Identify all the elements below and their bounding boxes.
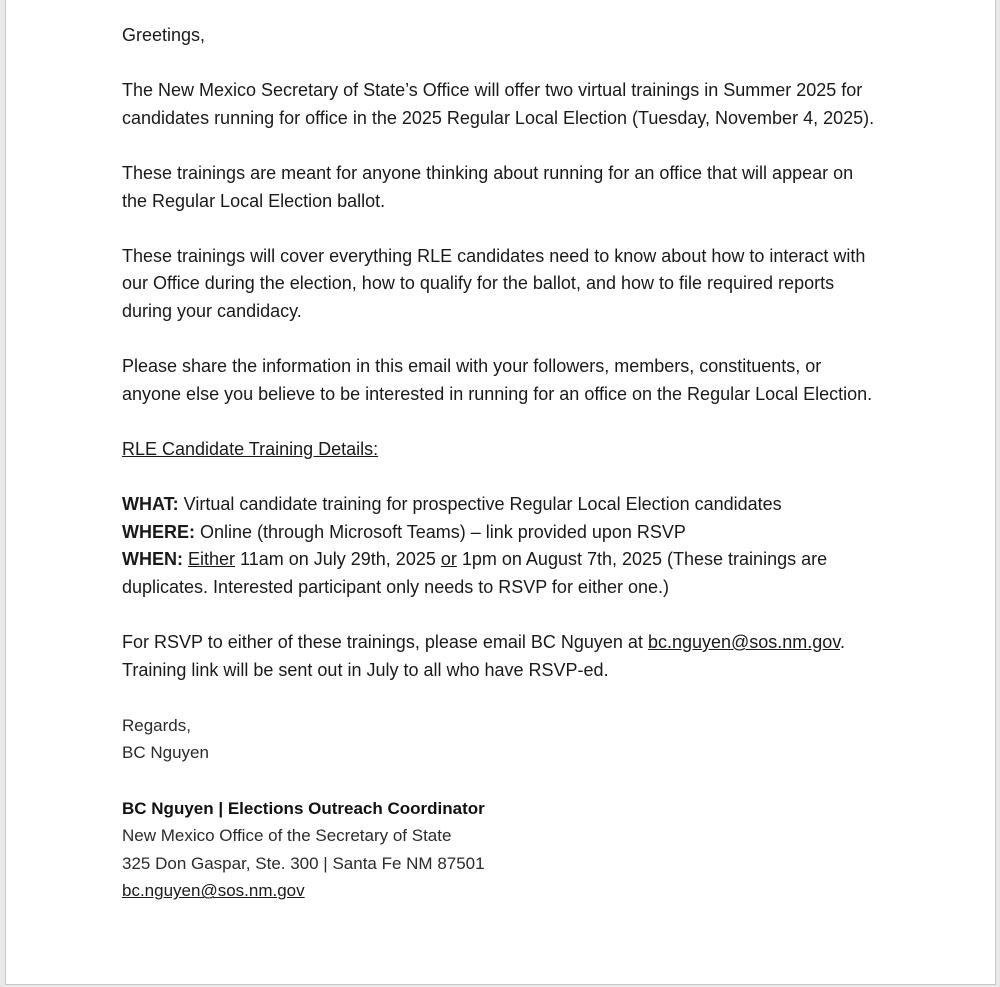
what-text: Virtual candidate training for prospective Regular Local Election candidates [178, 494, 782, 515]
paragraph-share: Please share the information in this email with your followers, members, constituents, or anyone else you believe to be interested in running for an office on the Regular Local Election. [122, 356, 873, 404]
details-heading: RLE Candidate Training Details: [122, 438, 379, 459]
signature-office: New Mexico Office of the Secretary of State [122, 826, 452, 846]
signature-block [122, 712, 882, 905]
document-page [5, 0, 996, 985]
when-label: WHEN: [122, 549, 183, 570]
where-text: Online (through Microsoft Teams) – link provided upon RSVP [195, 521, 686, 542]
rsvp-email-link[interactable]: bc.nguyen@sos.nm.gov [647, 632, 840, 653]
when-or: or [440, 549, 457, 570]
when-part2: 1pm on August 7th, 2025 (These trainings are duplicates. Interested participant only needs to RSVP for either one.) [122, 549, 828, 597]
closing-block [122, 712, 882, 767]
email-body [122, 22, 882, 905]
what-label: WHAT: [122, 494, 179, 515]
where-line [122, 522, 686, 542]
rsvp-end: . [839, 632, 845, 653]
where-label: WHERE: [122, 521, 195, 542]
when-line [122, 549, 827, 597]
what-line [122, 494, 782, 514]
greeting: Greetings, [122, 25, 206, 45]
closing: Regards, [122, 715, 191, 735]
rsvp-line2: Training link will be sent out in July to all who have RSVP-ed. [122, 659, 609, 680]
signature-title: BC Nguyen | Elections Outreach Coordinator [122, 798, 485, 818]
signature-email-link[interactable]: bc.nguyen@sos.nm.gov [122, 881, 305, 901]
paragraph-audience: These trainings are meant for anyone thinking about running for an office that will appear on the Regular Local Election ballot. [122, 162, 854, 211]
signature-details [122, 795, 882, 905]
paragraph-coverage: These trainings will cover everything RLE candidates need to know about how to interact with our Office during the election, how to qualify for the ballot, and how to file required reports during your candidacy. [122, 245, 866, 321]
when-part1: 11am on July 29th, 2025 [235, 549, 441, 570]
rsvp-paragraph [122, 629, 882, 684]
rsvp-text: For RSVP to either of these trainings, please email BC Nguyen at [122, 632, 648, 653]
details-block [122, 491, 882, 601]
when-either: Either [188, 549, 236, 570]
paragraph-intro: The New Mexico Secretary of State’s Office will offer two virtual trainings in Summer 2025 for candidates running for office in the 2025 Regular Local Election (Tuesday, November 4, 2025). [122, 80, 875, 128]
sender-name: BC Nguyen [122, 743, 209, 763]
signature-address: 325 Don Gaspar, Ste. 300 | Santa Fe NM 87501 [122, 853, 485, 873]
